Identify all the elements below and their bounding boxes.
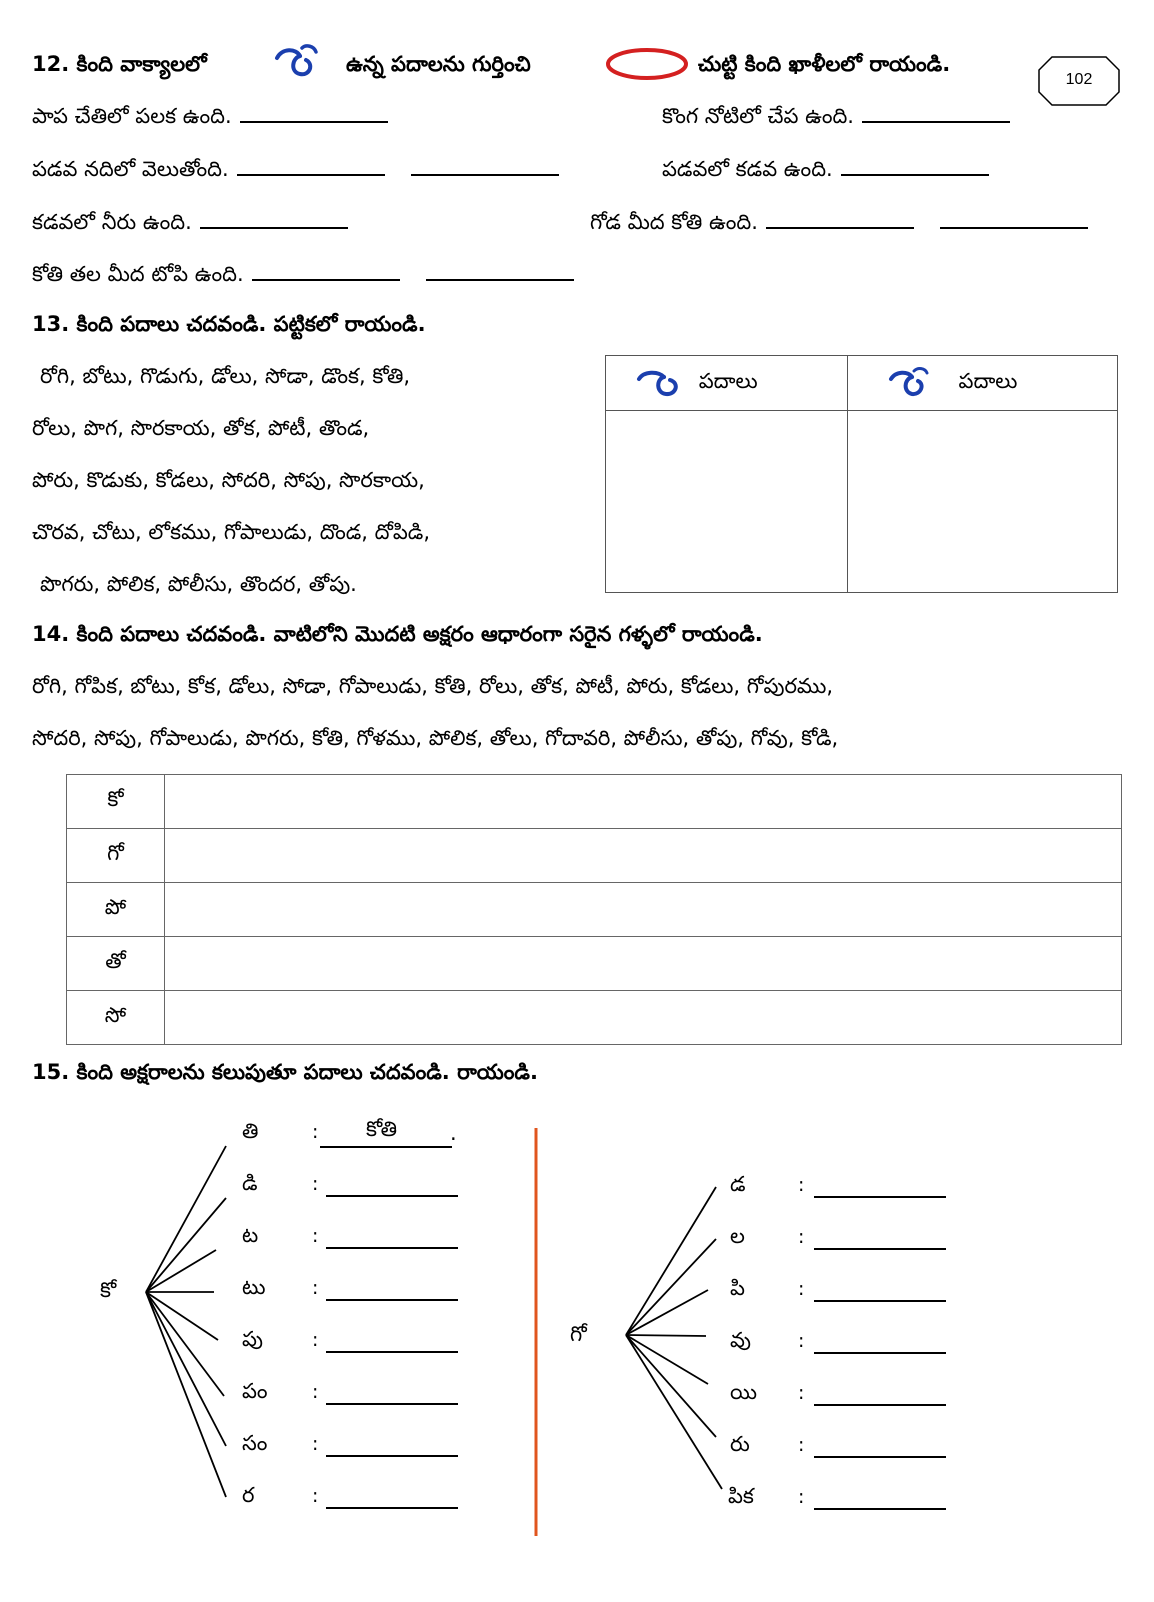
q12-sentence-7: కోతి తల మీద టోపి ఉంది. (32, 262, 574, 292)
page-number: 102 (1065, 71, 1093, 88)
q15-colon: : (312, 1329, 319, 1351)
q15-answer-line[interactable] (814, 1404, 946, 1406)
q13-header-kommu: పదాలు (606, 356, 848, 411)
q15-right-syllable: పి (730, 1276, 745, 1300)
q13-header-deergham: పదాలు (847, 356, 1117, 411)
q13-heading: 13. కింది పదాలు చదవండి. పట్టికలో రాయండి. (32, 312, 426, 336)
q15-answer-line[interactable] (814, 1352, 946, 1354)
q13-word-line: రోలు, పొగ, సొరకాయ, తోక, పోటీ, తొండ, (32, 416, 370, 440)
q12-sentence-5: కడవలో నీరు ఉంది. (32, 210, 348, 240)
q14-word-line: సోదరి, సోపు, గోపాలుడు, పొగరు, కోతి, గోళము, పోలిక, తోలు, గోదావరి, పోలీసు, తోపు, గోవు, కోడి, (32, 726, 839, 750)
q15-left-syllable: సం (242, 1431, 268, 1455)
q12-heading-part1: 12. కింది వాక్యాలలో (32, 52, 207, 76)
q15-right-syllable: ల (730, 1224, 745, 1248)
q12-sentence-4: పడవలో కడవ ఉంది. (662, 157, 989, 187)
q12-sentence-2: కొంగ నోటిలో చేప ఉంది. (662, 104, 1010, 134)
q15-colon: : (312, 1121, 319, 1143)
q15-answer-line[interactable] (814, 1300, 946, 1302)
q15-answer-line[interactable] (326, 1247, 458, 1249)
q15-right-syllable: పిక (728, 1484, 754, 1508)
q15-right-syllable: యి (730, 1380, 758, 1404)
q15-left-syllable: పు (242, 1327, 263, 1351)
q14-row-letter: సో (67, 991, 165, 1045)
q15-colon: : (798, 1226, 805, 1248)
q15-colon: : (312, 1485, 319, 1507)
q15-colon: : (312, 1381, 319, 1403)
q15-colon: : (798, 1174, 805, 1196)
q15-colon: : (798, 1382, 805, 1404)
q15-left-root: కో (100, 1278, 117, 1302)
q15-answer-line[interactable] (326, 1455, 458, 1457)
q12-sentence-3: పడవ నదిలో వెలుతోంది. (32, 157, 559, 187)
q15-answer-line[interactable] (814, 1508, 946, 1510)
q15-answer-line[interactable] (326, 1403, 458, 1405)
q15-answer-line[interactable] (326, 1507, 458, 1509)
q15-answer-line[interactable] (814, 1196, 946, 1198)
q15-left-syllable: ట (242, 1223, 259, 1247)
q15-left-syllable: పం (242, 1379, 268, 1403)
q15-colon: : (798, 1330, 805, 1352)
q15-example-answer: కోతి (366, 1117, 398, 1141)
q12-sentence-6: గోడ మీద కోతి ఉంది. (590, 210, 1088, 240)
q15-right-syllable: వు (730, 1328, 751, 1352)
q15-colon: : (312, 1277, 319, 1299)
q15-answer-line[interactable] (326, 1351, 458, 1353)
q15-left-syllable: ర (242, 1483, 255, 1507)
q15-colon: : (312, 1225, 319, 1247)
q14-row-letter: తో (67, 937, 165, 991)
q15-right-syllable: రు (730, 1432, 750, 1456)
q15-colon: : (798, 1434, 805, 1456)
q13-word-line: చొరవ, చోటు, లోకము, గోపాలుడు, దొండ, దోపిడి, (32, 520, 431, 544)
q15-left-syllable: డి (242, 1171, 258, 1195)
q15-colon: : (312, 1433, 319, 1455)
q13-word-line: పొగరు, పోలిక, పోలీసు, తొందర, తోపు. (40, 572, 357, 596)
q12-heading-part2: ఉన్న పదాలను గుర్తించి (346, 52, 531, 76)
q14-row-letter: పో (67, 883, 165, 937)
q15-left-syllable: టు (242, 1275, 266, 1299)
q15-heading: 15. కింది అక్షరాలను కలుపుతూ పదాలు చదవండి. రాయండి. (32, 1060, 538, 1084)
q15-example-period: . (450, 1121, 457, 1145)
q15-right-syllable: డ (730, 1172, 746, 1196)
q15-answer-line[interactable] (326, 1195, 458, 1197)
q14-word-line: రోగి, గోపిక, బోటు, కోక, డోలు, సోడా, గోపాలుడు, కోతి, రోలు, తోక, పోటీ, పోరు, కోడలు, గోపురము, (32, 674, 834, 698)
q15-answer-line[interactable] (814, 1456, 946, 1458)
q15-colon: : (312, 1173, 319, 1195)
q14-heading: 14. కింది పదాలు చదవండి. వాటిలోని మొదటి అక్షరం ఆధారంగా సరైన గళ్ళలో రాయండి. (32, 622, 763, 646)
q12-heading-part3: చుట్టి కింది ఖాళీలలో రాయండి. (698, 52, 951, 76)
q15-answer-line[interactable] (326, 1299, 458, 1301)
q12-sentence-1: పాప చేతిలో పలక ఉంది. (32, 104, 388, 134)
q13-word-line: రోగి, బోటు, గొడుగు, డోలు, సోడా, డొంక, కోతి, (40, 364, 411, 388)
q15-colon: : (798, 1486, 805, 1508)
q15-left-syllable: తి (242, 1119, 259, 1143)
q15-colon: : (798, 1278, 805, 1300)
q14-row-letter: గో (67, 829, 165, 883)
q15-answer-line[interactable] (814, 1248, 946, 1250)
q14-row-letter: కో (67, 775, 165, 829)
q15-right-root: గో (570, 1322, 587, 1346)
q13-word-line: పోరు, కొడుకు, కోడలు, సోదరి, సోపు, సొరకాయ, (32, 468, 425, 492)
